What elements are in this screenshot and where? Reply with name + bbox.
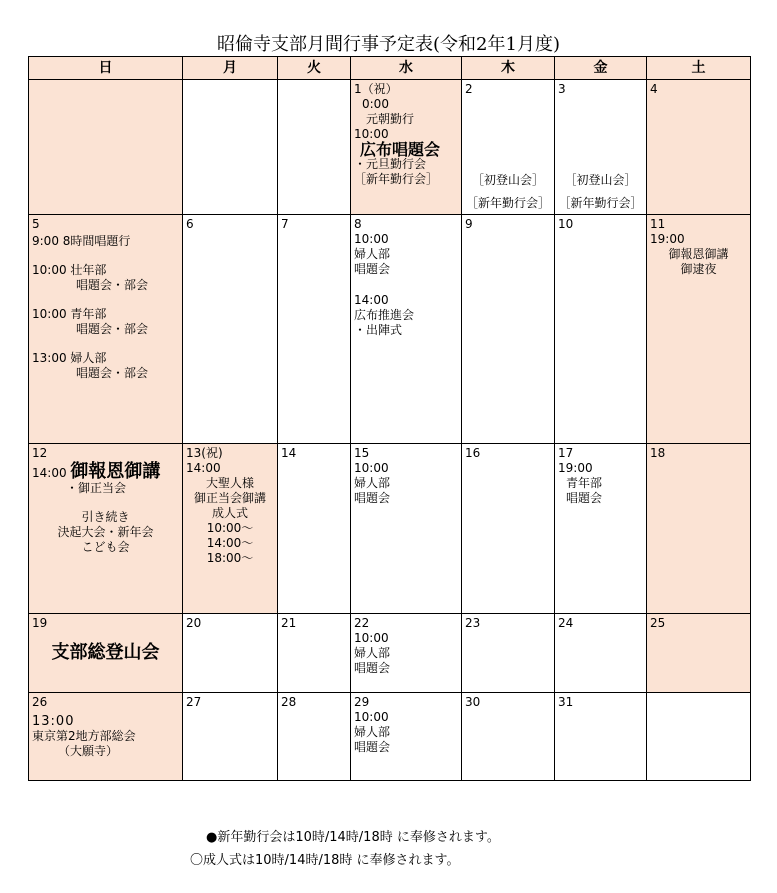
day-number: 19: [32, 616, 48, 630]
day-cell-4: [647, 80, 751, 215]
day-number: 30: [465, 695, 481, 709]
event-text: 成人式: [211, 506, 248, 520]
event-text: ［新年勤行会］: [354, 172, 439, 186]
day-number: 12: [32, 446, 48, 460]
event-title: 御報恩御講: [70, 461, 161, 482]
day-cell-24: [555, 614, 647, 693]
footnote-new-year: ●新年勤行会は10時/14時/18時 に奉修されます。: [206, 830, 500, 845]
day-cell-2: [462, 80, 555, 215]
event-text: 決起大会・新年会: [57, 525, 154, 539]
day-number: 1（祝）: [354, 82, 398, 96]
day-cell-21: [278, 614, 351, 693]
event-time: 10:00: [354, 631, 389, 645]
day-cell-empty: [29, 80, 183, 215]
day-cell-31: [555, 693, 647, 781]
event-text: 大聖人様: [205, 476, 254, 490]
weekday-fri: 金: [555, 57, 647, 80]
day-cell-16: [462, 444, 555, 614]
day-number: 23: [465, 616, 481, 630]
event-text: 唱題会: [354, 661, 391, 675]
day-number: 25: [650, 616, 666, 630]
event-time: 10:00: [354, 232, 389, 246]
event-time: 19:00: [558, 461, 593, 475]
event-text: 唱題会: [354, 262, 391, 276]
event-text: ・元旦勤行会: [354, 157, 427, 171]
event-text: 東京第2地方部総会: [32, 729, 136, 743]
day-number: 28: [281, 695, 297, 709]
day-cell-29: [351, 693, 462, 781]
event-text: 御報恩御講: [668, 247, 729, 261]
day-cell-empty: [278, 80, 351, 215]
day-number: 3: [558, 82, 566, 96]
weekday-wed: 水: [351, 57, 462, 80]
day-cell-30: [462, 693, 555, 781]
day-cell-5: [29, 215, 183, 444]
day-number: 26: [32, 695, 48, 709]
day-cell-1: [351, 80, 462, 215]
week-row: [29, 215, 751, 444]
event-text: 青年部: [566, 476, 603, 490]
day-number: 11: [650, 217, 666, 231]
day-number: 18: [650, 446, 666, 460]
event-time: 14:00: [186, 461, 221, 475]
day-number: 24: [558, 616, 574, 630]
event-text: 9:00 8時間唱題行: [32, 234, 131, 248]
event-text: 唱題会・部会: [76, 278, 149, 292]
event-time: 19:00: [650, 232, 685, 246]
day-number: 15: [354, 446, 370, 460]
event-text: 唱題会: [354, 740, 391, 754]
calendar-table: [28, 56, 751, 781]
page-title: 昭倫寺支部月間行事予定表(令和2年1月度): [217, 34, 560, 55]
event-text: 婦人部: [354, 646, 391, 660]
day-cell-3: [555, 80, 647, 215]
event-text: 10:00 壮年部: [32, 263, 107, 277]
day-number: 29: [354, 695, 370, 709]
day-number: 5: [32, 217, 40, 231]
footnote-coming-of-age: 〇成人式は10時/14時/18時 に奉修されます。: [190, 853, 460, 868]
day-cell-22: [351, 614, 462, 693]
day-number: 14: [281, 446, 297, 460]
day-number: 8: [354, 217, 362, 231]
day-cell-26: [29, 693, 183, 781]
event-text: 元朝勤行: [366, 112, 415, 126]
event-time: 14:00: [32, 466, 67, 480]
day-cell-empty: [647, 693, 751, 781]
event-text: 唱題会: [354, 491, 391, 505]
event-text: 唱題会: [566, 491, 603, 505]
event-text: ［新年勤行会］: [558, 196, 643, 210]
event-time: 13:00: [32, 714, 75, 729]
event-time: 18:00～: [206, 551, 254, 565]
day-cell-27: [183, 693, 278, 781]
event-text: 御正当会御講: [193, 491, 266, 505]
day-number: 17: [558, 446, 574, 460]
day-cell-11: [647, 215, 751, 444]
event-time: 10:00: [354, 461, 389, 475]
event-text: 婦人部: [354, 476, 391, 490]
weekday-thu: 木: [462, 57, 555, 80]
day-cell-18: [647, 444, 751, 614]
event-text: ［初登山会］: [471, 173, 544, 187]
weekday-header-row: [29, 57, 751, 80]
weekday-sun: 日: [29, 57, 183, 80]
event-text: ・出陣式: [354, 323, 403, 337]
event-text: 婦人部: [354, 725, 391, 739]
event-text: 御逮夜: [680, 262, 717, 276]
day-number: 2: [465, 82, 473, 96]
day-number: 13(祝): [186, 446, 223, 460]
day-cell-14: [278, 444, 351, 614]
day-cell-9: [462, 215, 555, 444]
day-cell-6: [183, 215, 278, 444]
week-row: [29, 693, 751, 781]
event-text: 婦人部: [354, 247, 391, 261]
day-number: 20: [186, 616, 202, 630]
event-text: ・御正当会: [66, 481, 127, 495]
event-text: 10:00 青年部: [32, 307, 107, 321]
event-text: ［新年勤行会］: [465, 196, 550, 210]
event-text: 唱題会・部会: [76, 366, 149, 380]
day-number: 10: [558, 217, 574, 231]
week-row: [29, 614, 751, 693]
day-number: 4: [650, 82, 658, 96]
day-cell-25: [647, 614, 751, 693]
event-text: ［初登山会］: [564, 173, 637, 187]
day-number: 16: [465, 446, 481, 460]
day-number: 22: [354, 616, 370, 630]
day-cell-20: [183, 614, 278, 693]
day-cell-17: [555, 444, 647, 614]
day-number: 27: [186, 695, 202, 709]
day-cell-23: [462, 614, 555, 693]
day-cell-empty: [183, 80, 278, 215]
event-time: 14:00～: [206, 536, 254, 550]
weekday-sat: 土: [647, 57, 751, 80]
day-cell-19: [29, 614, 183, 693]
week-row: [29, 444, 751, 614]
event-time: 10:00: [354, 710, 389, 724]
day-number: 31: [558, 695, 574, 709]
weekday-mon: 月: [183, 57, 278, 80]
event-text: 唱題会・部会: [76, 322, 149, 336]
event-time: 10:00～: [206, 521, 254, 535]
week-row: [29, 80, 751, 215]
day-cell-12: [29, 444, 183, 614]
event-time: 14:00: [354, 293, 389, 307]
day-cell-15: [351, 444, 462, 614]
day-cell-7: [278, 215, 351, 444]
day-number: 7: [281, 217, 289, 231]
event-text: 広布推進会: [354, 308, 415, 322]
event-title: 支部総登山会: [51, 642, 160, 663]
event-text: （大願寺）: [58, 744, 119, 758]
day-cell-10: [555, 215, 647, 444]
event-time: 0:00: [362, 97, 389, 111]
day-cell-28: [278, 693, 351, 781]
day-number: 21: [281, 616, 297, 630]
event-text: こども会: [81, 540, 130, 554]
day-cell-8: [351, 215, 462, 444]
event-text: 引き続き: [81, 510, 130, 524]
weekday-tue: 火: [278, 57, 351, 80]
day-number: 6: [186, 217, 194, 231]
event-text: 13:00 婦人部: [32, 351, 107, 365]
event-title: 広布唱題会: [360, 140, 441, 159]
day-cell-13: [183, 444, 278, 614]
day-number: 9: [465, 217, 473, 231]
event-time: 10:00: [354, 127, 389, 141]
